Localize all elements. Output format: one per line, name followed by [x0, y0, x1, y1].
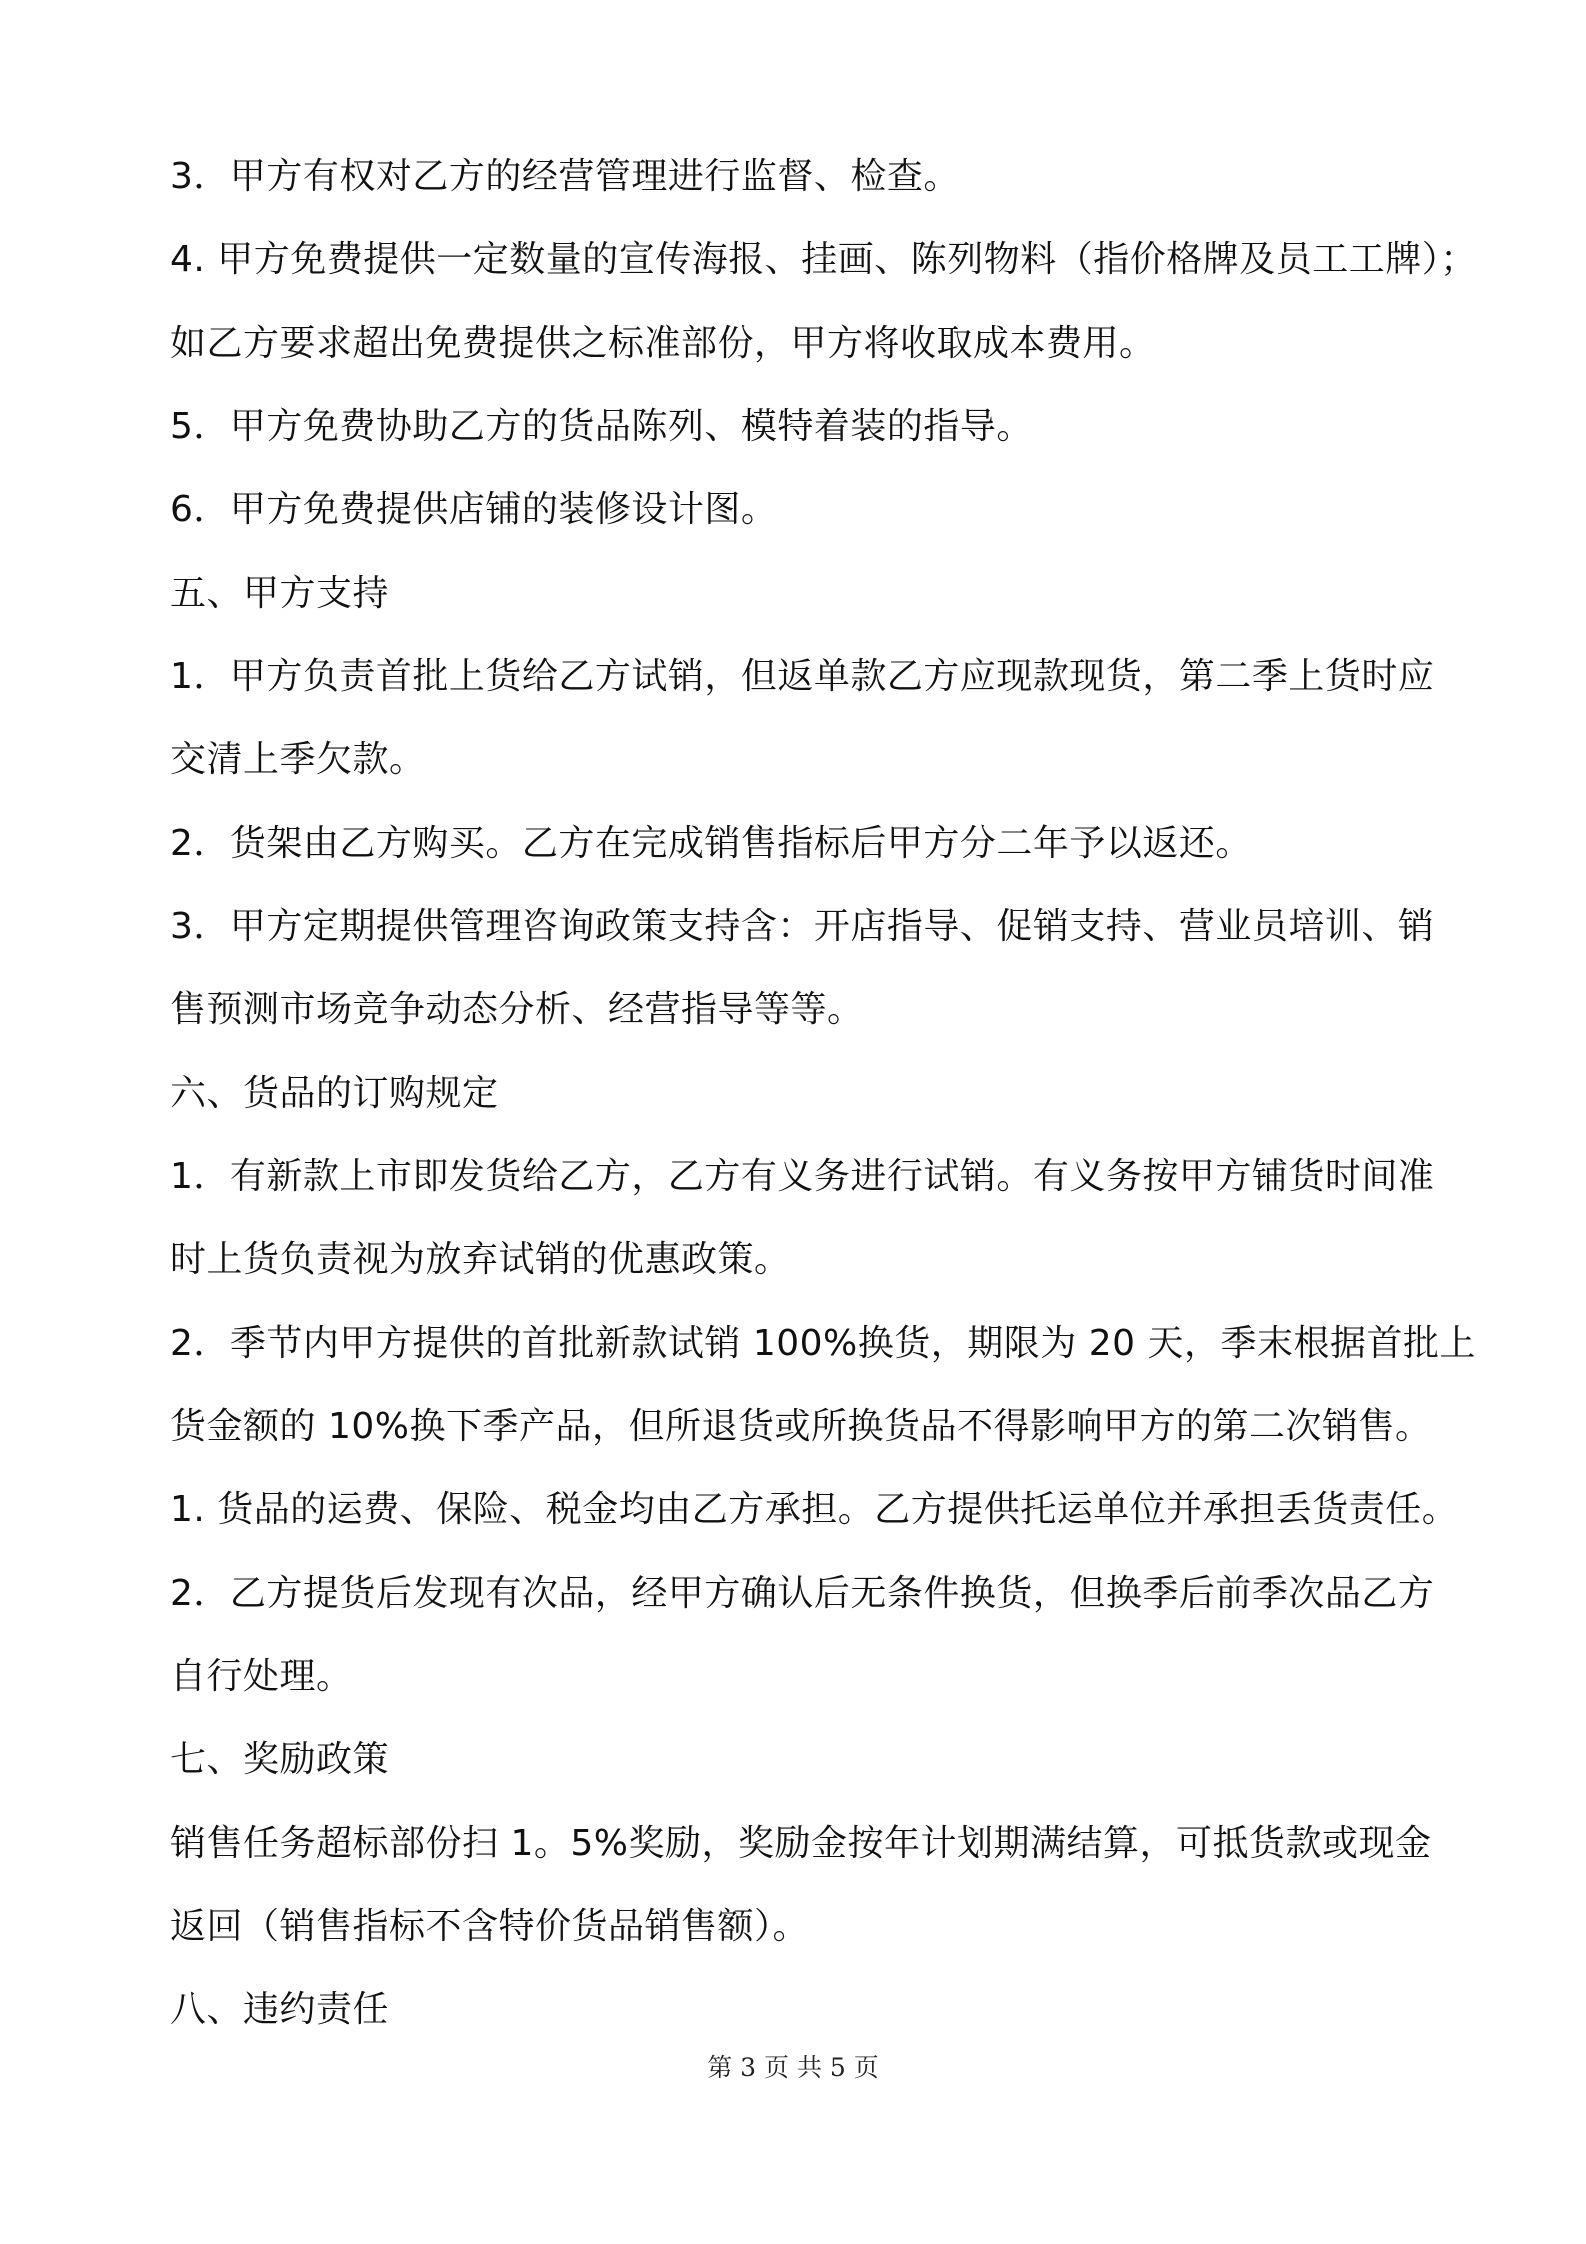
- text-line: 2．货架由乙方购买。乙方在完成销售指标后甲方分二年予以返还。: [170, 823, 1252, 864]
- text-line: 1．有新款上市即发货给乙方，乙方有义务进行试销。有义务按甲方铺货时间准: [170, 1156, 1435, 1197]
- text-line: 售预测市场竞争动态分析、经营指导等等。: [170, 989, 864, 1030]
- section-heading: 五、甲方支持: [170, 573, 390, 614]
- text-line: 5．甲方免费协助乙方的货品陈列、模特着装的指导。: [170, 406, 1033, 447]
- text-line: 货金额的 10%换下季产品，但所退货或所换货品不得影响甲方的第二次销售。: [170, 1406, 1432, 1447]
- text-line: 2．乙方提货后发现有次品，经甲方确认后无条件换货，但换季后前季次品乙方: [170, 1573, 1435, 1614]
- text-line: 交清上季欠款。: [170, 739, 426, 780]
- page-footer: 第 3 页 共 5 页: [707, 2053, 879, 2082]
- text-line: 销售任务超标部份扫 1。5%奖励，奖励金按年计划期满结算，可抵货款或现金: [170, 1823, 1432, 1864]
- text-line: 自行处理。: [170, 1656, 353, 1697]
- section-heading: 七、奖励政策: [170, 1739, 390, 1780]
- text-line: 6．甲方免费提供店铺的装修设计图。: [170, 489, 778, 530]
- section-heading: 八、违约责任: [170, 1989, 390, 2030]
- text-line: 1．甲方负责首批上货给乙方试销，但返单款乙方应现款现货，第二季上货时应: [170, 656, 1435, 697]
- text-line: 2．季节内甲方提供的首批新款试销 100%换货，期限为 20 天，季末根据首批上: [170, 1323, 1476, 1364]
- section-heading: 六、货品的订购规定: [170, 1073, 499, 1114]
- text-line: 4. 甲方免费提供一定数量的宣传海报、挂画、陈列物料（指价格牌及员工工牌）；: [170, 239, 1477, 280]
- text-line: 返回（销售指标不含特价货品销售额）。: [170, 1906, 810, 1947]
- text-line: 3．甲方定期提供管理咨询政策支持含：开店指导、促销支持、营业员培训、销: [170, 906, 1435, 947]
- text-line: 1. 货品的运费、保险、税金均由乙方承担。乙方提供托运单位并承担丢货责任。: [170, 1489, 1459, 1530]
- text-line: 3．甲方有权对乙方的经营管理进行监督、检查。: [170, 156, 960, 197]
- text-line: 时上货负责视为放弃试销的优惠政策。: [170, 1239, 791, 1280]
- text-line: 如乙方要求超出免费提供之标准部份，甲方将收取成本费用。: [170, 323, 1156, 364]
